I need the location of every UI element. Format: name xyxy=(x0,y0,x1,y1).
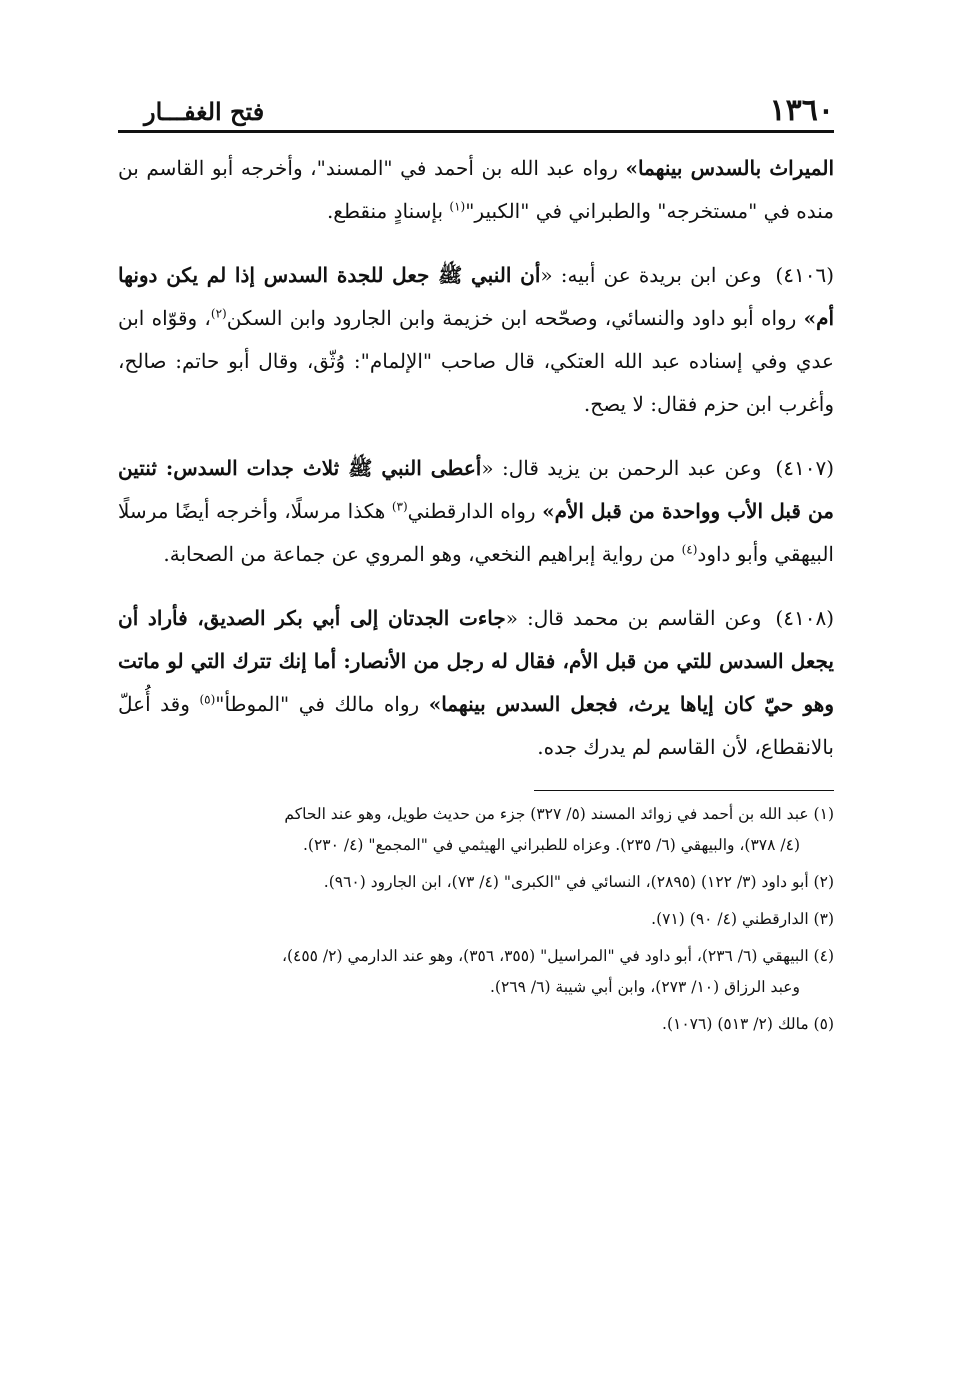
footnote-3 xyxy=(118,904,834,935)
hadith-number: (٤١٠٧) xyxy=(775,456,834,480)
paragraph-text: رواه عبد الله بن أحمد في "المسند"، وأخرجه أبو القاسم بن منده في "مستخرجه" والطبراني في "الكبير" xyxy=(118,156,834,223)
document-page xyxy=(118,88,834,1046)
footnote-text: (١) عبد الله بن أحمد في زوائد المسند (٥/ ٣٢٧) جزء من حديث طويل، وهو عند الحاكم xyxy=(284,805,834,823)
footnote-text: (٣) الدارقطني (٤/ ٩٠) (٧١). xyxy=(651,910,834,928)
footnote-1 xyxy=(118,799,834,861)
hadith-paragraph-4106 xyxy=(118,254,834,426)
hadith-text-bold: أعطى النبي ﷺ ثلاث جدات السدس: ثنتين من قبل الأب وواحدة من قبل الأم» xyxy=(118,456,834,523)
footnote-separator xyxy=(534,790,834,791)
footnote-2 xyxy=(118,867,834,898)
footnote-text: (٢) أبو داود (٣/ ١٢٢) (٢٨٩٥)، النسائي في "الكبرى" (٤/ ٧٣)، ابن الجارود (٩٦٠). xyxy=(323,873,834,891)
paragraph-text: وقد أُعلّ بالانقطاع، لأن القاسم لم يدرك جده. xyxy=(118,692,834,759)
hadith-text-bold: الميراث بالسدس بينهما» xyxy=(625,156,834,180)
paragraph-text: رواه الدارقطني xyxy=(407,499,543,523)
hadith-paragraph-4107 xyxy=(118,447,834,576)
footnote-text: (٥) مالك (٢/ ٥١٣) (١٠٧٦). xyxy=(662,1015,834,1033)
paragraph-text: رواه أبو داود والنسائي، وصحّحه ابن خزيمة وابن الجارود وابن السكن xyxy=(226,306,804,330)
footnote-ref[interactable]: (٢) xyxy=(210,306,227,321)
hadith-intro: وعن ابن بريدة عن أبيه: « xyxy=(540,263,762,287)
running-header xyxy=(118,88,834,133)
hadith-number: (٤١٠٨) xyxy=(775,606,835,630)
book-title: فتح الغفـــار xyxy=(144,97,265,126)
paragraph-text: من رواية إبراهيم النخعي، وهو المروي عن جماعة من الصحابة. xyxy=(163,542,682,566)
hadith-number: (٤١٠٦) xyxy=(775,263,835,287)
page-number: ١٣٦٠ xyxy=(769,93,834,128)
hadith-paragraph-4108 xyxy=(118,597,834,769)
footnote-text-continued: (٤/ ٣٧٨)، والبيهقي (٦/ ٢٣٥). وعزاه للطبراني الهيثمي في "المجمع" (٤/ ٢٣٠). xyxy=(302,836,800,854)
footnote-text: (٤) البيهقي (٦/ ٢٣٦)، أبو داود في "المراسيل" (٣٥٥، ٣٥٦)، وهو عند الدارمي (٢/ ٤٥٥)، xyxy=(281,947,834,965)
footnote-ref[interactable]: (٣) xyxy=(391,499,408,514)
footnote-ref[interactable]: (٤) xyxy=(681,542,698,557)
footnote-text-continued: وعبد الرزاق (١٠/ ٢٧٣)، وابن أبي شيبة (٦/ ٢٦٩). xyxy=(489,978,800,996)
hadith-text-bold: جاءت الجدتان إلى أبي بكر الصديق، فأراد أن يجعل السدس للتي من قبل الأم، فقال له رجل من الأنصار: أما إنك تترك التي لو ماتت وهو حيّ كان إياها يرث، فجعل السدس بينهما» xyxy=(118,606,834,716)
paragraph-text: هكذا مرسلًا، وأخرجه أيضًا مرسلًا البيهقي وأبو داود xyxy=(118,499,834,566)
hadith-text-bold: أن النبي ﷺ جعل للجدة السدس إذا لم يكن دونها أم» xyxy=(118,263,835,330)
paragraph-text: بإسنادٍ منقطع. xyxy=(326,199,450,223)
paragraph-text: ، وقوّاه ابن عدي وفي إسناده عبد الله العتكي، قال صاحب "الإلمام": وُثّق، وقال أبو حاتم: صالح، وأغرب ابن حزم فقال: لا يصح. xyxy=(118,306,834,416)
footnote-5 xyxy=(118,1009,834,1040)
paragraph-text: رواه مالك في "الموطأ" xyxy=(215,692,429,716)
hadith-intro: وعن القاسم بن محمد قال: « xyxy=(505,606,762,630)
paragraph-continuation xyxy=(118,147,834,233)
footnote-ref[interactable]: (٥) xyxy=(199,692,216,707)
main-text xyxy=(118,147,834,769)
footnote-ref[interactable]: (١) xyxy=(449,199,466,214)
hadith-intro: وعن عبد الرحمن بن يزيد قال: « xyxy=(481,456,762,480)
footnote-4 xyxy=(118,941,834,1003)
footnotes-section xyxy=(118,799,834,1040)
